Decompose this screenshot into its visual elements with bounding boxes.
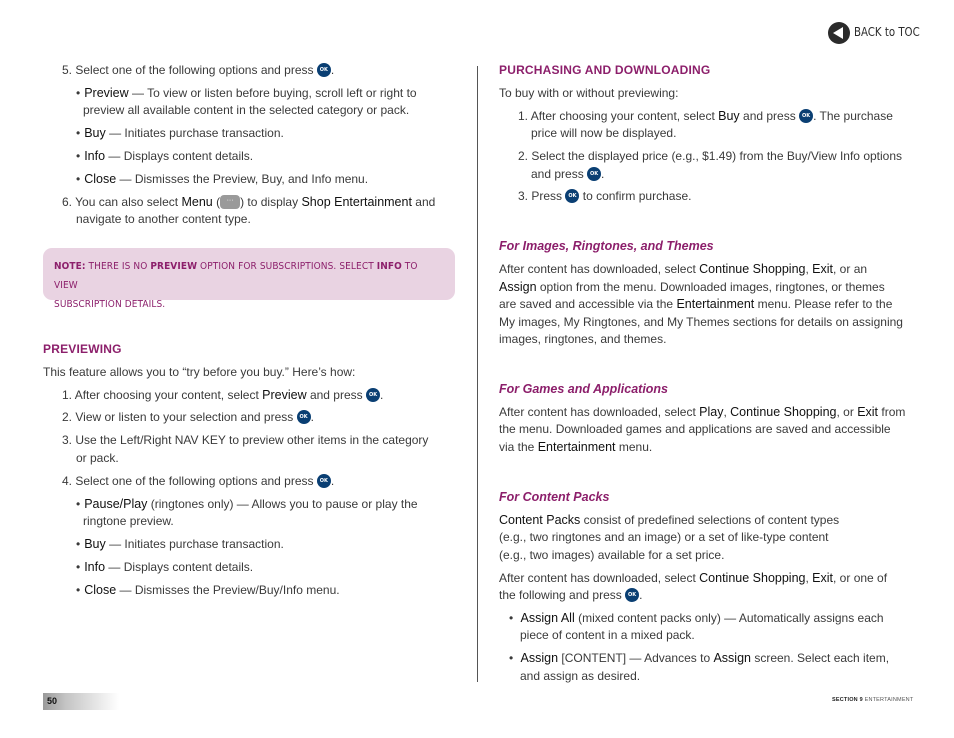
previewing-intro: This feature allows you to “try before you buy.” Here’s how:	[43, 365, 356, 379]
section-footer: SECTION 9 ENTERTAINMENT	[832, 697, 914, 703]
ok-icon: OK	[317, 474, 331, 488]
purchasing-heading: PURCHASING AND DOWNLOADING	[499, 63, 711, 77]
bullet-pause-play: • Pause/Play (ringtones only) — Allows you to pause or play the	[76, 497, 418, 511]
purchase-step-1-cont: price will now be displayed.	[531, 126, 677, 140]
bullet-buy-2: • Buy — Initiates purchase transaction.	[76, 537, 284, 551]
preview-step-3: 3. Use the Left/Right NAV KEY to preview other items in the category	[62, 433, 429, 447]
note-box: NOTE: THERE IS NO PREVIEW OPTION FOR SUBSCRIPTIONS. SELECT INFO TO VIEW SUBSCRIPTION DETAILS.	[43, 248, 455, 300]
bullet-info: • Info — Displays content details.	[76, 149, 254, 163]
bullet-preview-cont: preview all available content in the selected category or pack.	[83, 103, 410, 117]
back-to-toc-link[interactable]	[828, 21, 931, 45]
column-divider	[477, 66, 478, 682]
ok-icon: OK	[366, 388, 380, 402]
images-heading: For Images, Ringtones, and Themes	[499, 239, 714, 253]
ok-icon: OK	[799, 109, 813, 123]
images-line-3: are saved and accessible via the Entertainment menu. Please refer to the	[499, 297, 893, 311]
step-6-cont: navigate to another content type.	[76, 212, 251, 226]
games-line-2: the menu. Downloaded games and applications are saved and accessible	[499, 422, 891, 436]
bullet-assign-all-cont: piece of content in a mixed pack.	[520, 628, 695, 642]
packs-line-2: (e.g., two ringtones and an image) or a set of like-type content	[499, 530, 829, 544]
step-6: 6. You can also select Menu ( ··· ) to display Shop Entertainment and	[62, 195, 436, 209]
games-line-3: via the Entertainment menu.	[499, 440, 653, 454]
games-heading: For Games and Applications	[499, 382, 669, 396]
packs-line-3: (e.g., two images) available for a set price.	[499, 548, 725, 562]
preview-step-3-cont: or pack.	[76, 451, 119, 465]
bullet-assign-cont: and assign as desired.	[520, 669, 641, 683]
purchase-step-3: 3. Press OK to confirm purchase.	[518, 189, 692, 203]
bullet-assign: • Assign [CONTENT] — Advances to Assign screen. Select each item,	[509, 651, 890, 665]
purchase-step-2: 2. Select the displayed price (e.g., $1.49) from the Buy/View Info options	[518, 149, 903, 163]
packs-para-2: After content has downloaded, select Continue Shopping, Exit, or one of	[499, 571, 888, 585]
images-line-5: images, ringtones, and themes.	[499, 332, 667, 346]
bullet-buy: • Buy — Initiates purchase transaction.	[76, 126, 284, 140]
games-line-1: After content has downloaded, select Play, Continue Shopping, or Exit from	[499, 405, 906, 419]
purchasing-intro: To buy with or without previewing:	[499, 86, 679, 100]
purchase-step-1: 1. After choosing your content, select Buy and press OK . The purchase	[518, 109, 893, 123]
step-5: 5. Select one of the following options and press OK .	[62, 63, 335, 77]
back-arrow-icon	[828, 22, 850, 44]
packs-heading: For Content Packs	[499, 490, 610, 504]
bullet-assign-all: • Assign All (mixed content packs only) — Automatically assigns each	[509, 611, 884, 625]
bullet-close-2: • Close — Dismisses the Preview/Buy/Info menu.	[76, 583, 340, 597]
bullet-info-2: • Info — Displays content details.	[76, 560, 254, 574]
ok-icon: OK	[625, 588, 639, 602]
images-line-1: After content has downloaded, select Continue Shopping, Exit, or an	[499, 262, 868, 276]
bullet-close: • Close — Dismisses the Preview, Buy, and Info menu.	[76, 172, 369, 186]
ok-icon: OK	[587, 167, 601, 181]
ok-icon: OK	[317, 63, 331, 77]
preview-step-2: 2. View or listen to your selection and press OK .	[62, 410, 314, 424]
ok-icon: OK	[565, 189, 579, 203]
bullet-pause-play-cont: ringtone preview.	[83, 514, 174, 528]
purchase-step-2-cont: and press OK .	[531, 167, 605, 181]
ok-icon: OK	[297, 410, 311, 424]
preview-step-1: 1. After choosing your content, select Preview and press OK .	[62, 388, 384, 402]
back-to-toc-label: BACK to TOC	[854, 25, 920, 40]
packs-line-1: Content Packs consist of predefined selections of content types	[499, 513, 840, 527]
bullet-preview: • Preview — To view or listen before buying, scroll left or right to	[76, 86, 417, 100]
images-line-4: My images, My Ringtones, and My Themes sections for details on assigning	[499, 315, 903, 329]
previewing-heading: PREVIEWING	[43, 342, 122, 356]
page-number: 50	[43, 693, 119, 710]
packs-para-2-cont: the following and press OK .	[499, 588, 643, 602]
menu-key-icon: ···	[220, 195, 240, 209]
preview-step-4: 4. Select one of the following options and press OK .	[62, 474, 335, 488]
images-line-2: Assign option from the menu. Downloaded images, ringtones, or themes	[499, 280, 885, 294]
